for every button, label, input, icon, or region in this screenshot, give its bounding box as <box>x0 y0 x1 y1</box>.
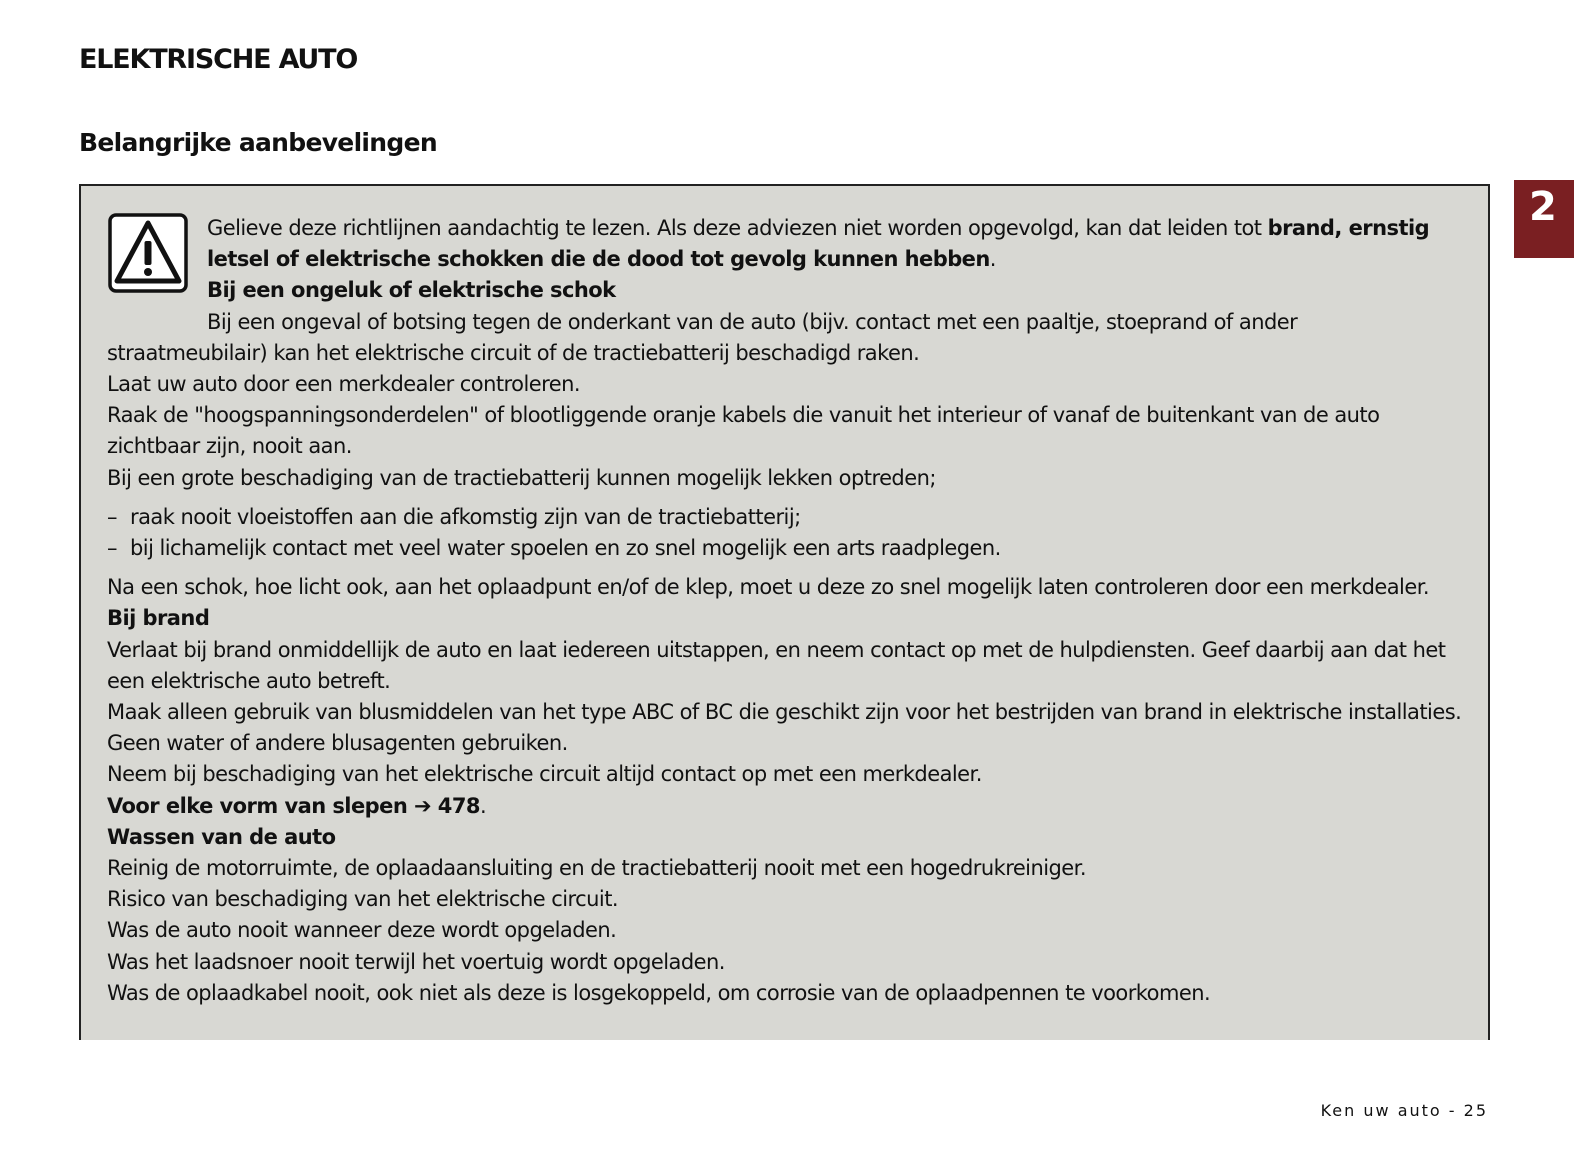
accident-heading: Bij een ongeluk of elektrische schok <box>207 278 616 303</box>
fire-paragraph-1: Verlaat bij brand onmiddellijk de auto en laat iedereen uitstappen, en neem contact op met de hulpdiensten. Geef daarbij aan dat het een elektrische auto betreft. <box>107 637 1446 693</box>
wash-paragraph-2: Risico van beschadiging van het elektrische circuit. <box>107 887 619 912</box>
wash-paragraph-3: Was de auto nooit wanneer deze wordt opgeladen. <box>107 918 617 943</box>
intro-paragraph <box>107 213 1462 275</box>
fire-paragraph-2: Maak alleen gebruik van blusmiddelen van het type ABC of BC die geschikt zijn voor het bestrijden van brand in elektrische installaties. Geen water of andere blusagenten gebruiken. <box>107 700 1462 756</box>
accident-paragraph-2: Laat uw auto door een merkdealer controleren. <box>107 372 580 397</box>
intro-end: . <box>989 247 996 272</box>
wash-paragraph-5: Was de oplaadkabel nooit, ook niet als deze is losgekoppeld, om corrosie van de oplaadpennen te voorkomen. <box>107 980 1211 1005</box>
warning-triangle-icon <box>108 213 188 293</box>
accident-paragraph-3: Raak de "hoogspanningsonderdelen" of blootliggende oranje kabels die vanuit het interieur of vanaf de buitenkant van de auto zichtbaar zijn, nooit aan. <box>107 403 1380 459</box>
fire-paragraph-3: Neem bij beschadiging van het elektrische circuit altijd contact op met een merkdealer. <box>107 762 982 787</box>
arrow-right-icon: ➔ <box>414 793 432 818</box>
section-title: Belangrijke aanbevelingen <box>79 128 437 157</box>
wash-paragraph-1: Reinig de motorruimte, de oplaadaansluiting en de tractiebatterij nooit met een hogedrukreiniger. <box>107 856 1086 881</box>
chapter-tab <box>1514 180 1574 258</box>
page-footer: Ken uw auto - 25 <box>1320 1101 1488 1120</box>
intro-bold: brand, ernstig letsel of elektrische schokken die de dood tot gevolg kunnen hebben <box>207 216 1430 272</box>
towing-page-link[interactable]: 478 <box>431 793 480 818</box>
wash-heading: Wassen van de auto <box>107 824 336 849</box>
page-title: ELEKTRISCHE AUTO <box>79 44 358 75</box>
accident-list <box>107 502 1462 564</box>
fire-heading: Bij brand <box>107 606 210 631</box>
warning-box <box>79 184 1490 1040</box>
towing-text: Voor elke vorm van slepen <box>107 793 414 818</box>
chapter-number: 2 <box>1529 184 1557 230</box>
list-item: – raak nooit vloeistoffen aan die afkomstig zijn van de tractiebatterij; <box>107 502 1462 533</box>
accident-paragraph-1: Bij een ongeval of botsing tegen de onderkant van de auto (bijv. contact met een paaltje, stoeprand of ander straatmeubilair) kan het elektrische circuit of de tractiebatterij beschadigd raken. <box>107 309 1298 365</box>
warning-text <box>107 213 1462 1009</box>
wash-paragraph-4: Was het laadsnoer nooit terwijl het voertuig wordt opgeladen. <box>107 949 725 974</box>
list-item: – bij lichamelijk contact met veel water spoelen en zo snel mogelijk een arts raadplegen. <box>107 533 1462 564</box>
accident-paragraph-4: Bij een grote beschadiging van de tractiebatterij kunnen mogelijk lekken optreden; <box>107 465 936 490</box>
accident-paragraph-5: Na een schok, hoe licht ook, aan het oplaadpunt en/of de klep, moet u deze zo snel mogelijk laten controleren door een merkdealer. <box>107 575 1429 600</box>
intro-text: Gelieve deze richtlijnen aandachtig te lezen. Als deze adviezen niet worden opgevolgd, kan dat leiden tot <box>207 216 1268 240</box>
towing-reference <box>107 791 1462 822</box>
towing-end: . <box>480 793 487 818</box>
